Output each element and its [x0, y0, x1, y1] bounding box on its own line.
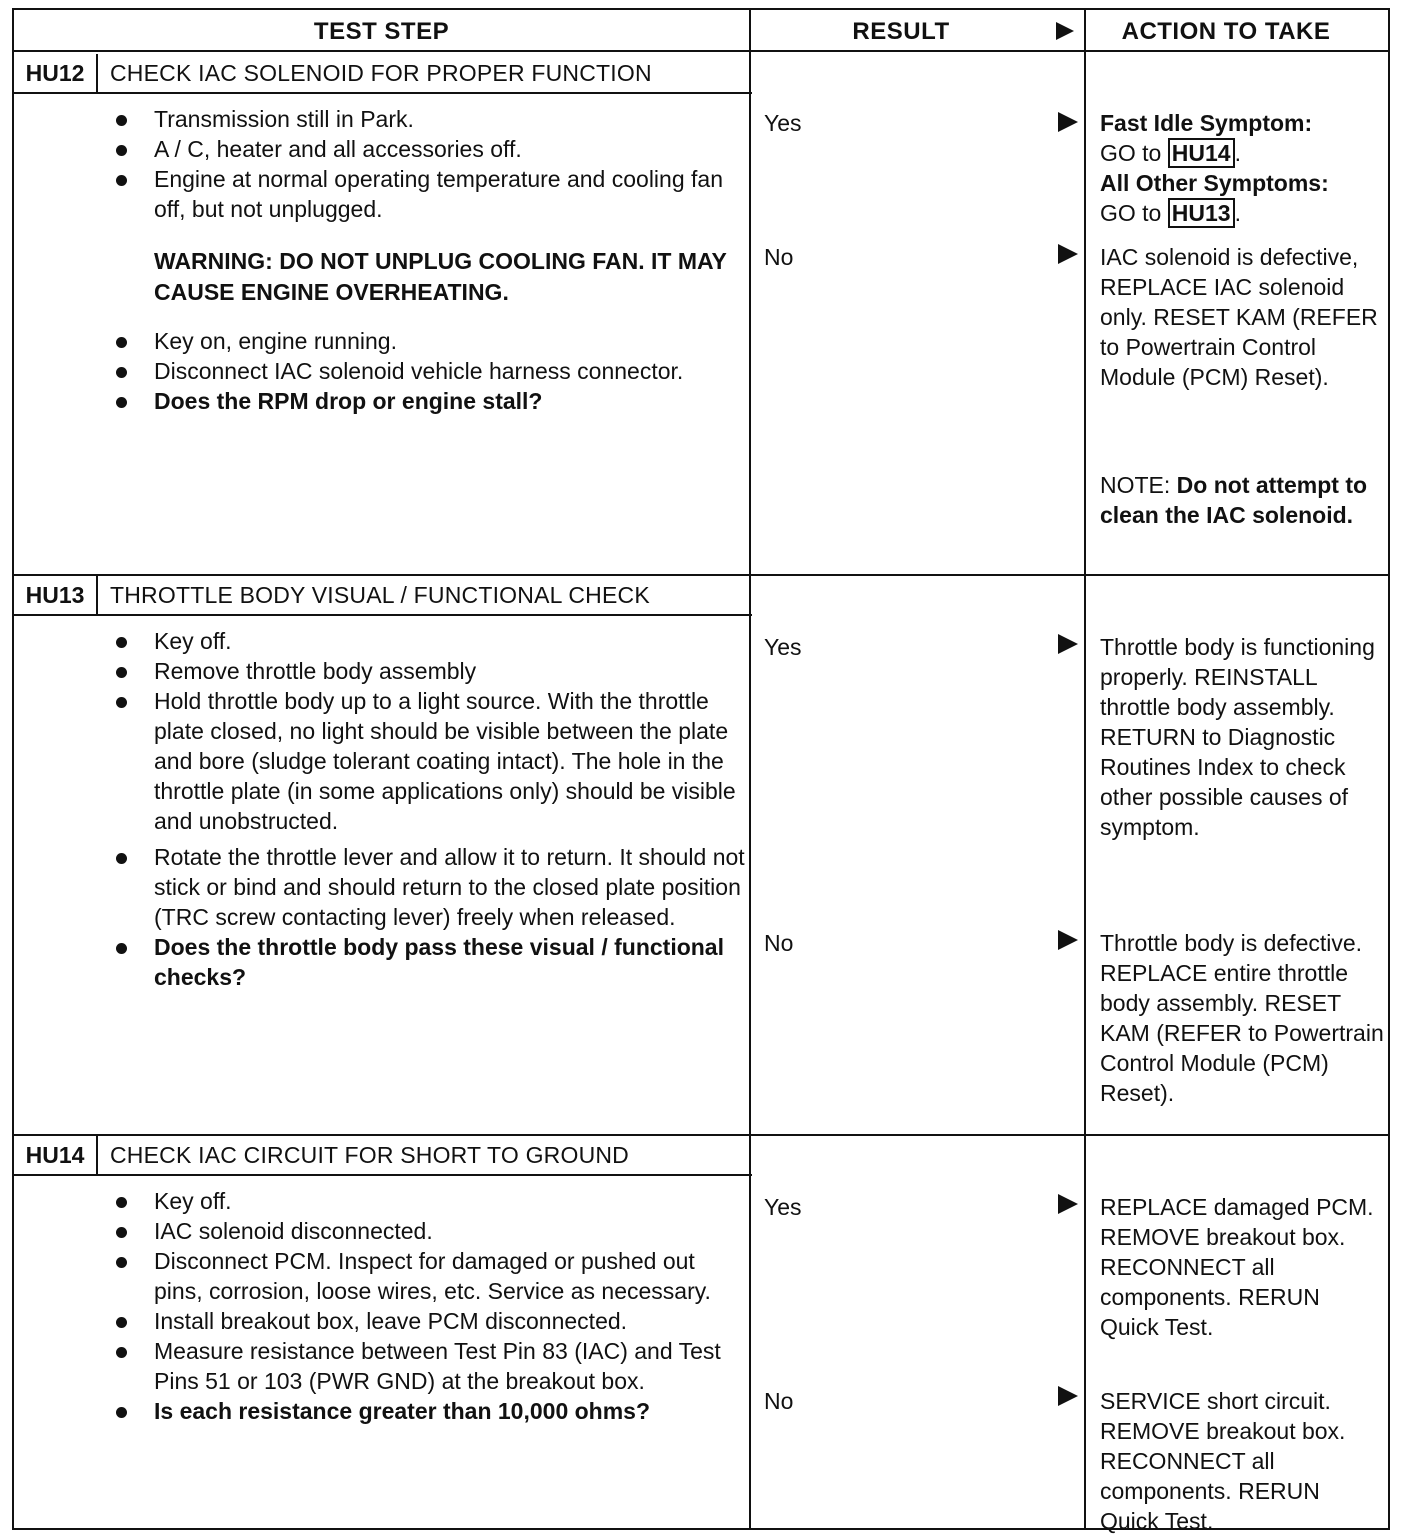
list-item: Remove throttle body assembly	[108, 656, 748, 686]
all-other-label: All Other Symptoms:	[1100, 170, 1329, 196]
arrow-icon	[1058, 244, 1078, 264]
list-item: Rotate the throttle lever and allow it to return. It should not stick or bind and should return to the closed plate position (TRC screw contacting lever) freely when released.	[108, 842, 748, 932]
go-to-line-1: GO to HU14 .	[1100, 140, 1241, 166]
step-id-hu14: HU14	[14, 1136, 98, 1174]
step-list-hu14	[108, 1186, 748, 1426]
list-item: Key on, engine running.	[108, 326, 748, 356]
section-hu12	[14, 54, 1388, 576]
result-yes: Yes	[764, 1194, 802, 1220]
go-to-text: GO to	[1100, 140, 1162, 166]
section-hu14	[14, 1136, 1388, 1534]
note-text: Do not attempt to clean the IAC solenoid.	[1100, 472, 1368, 528]
result-no: No	[764, 1388, 794, 1414]
section-hu13	[14, 576, 1388, 1134]
step-question: Does the RPM drop or engine stall?	[108, 386, 748, 416]
action-yes: REPLACE damaged PCM. REMOVE breakout box. RECONNECT all components. RERUN Quick Test.	[1100, 1194, 1374, 1340]
header-test-step: TEST STEP	[313, 18, 450, 45]
result-no: No	[764, 244, 794, 270]
action-no: IAC solenoid is defective, REPLACE IAC solenoid only. RESET KAM (REFER to Powertrain Control Module (PCM) Reset).	[1100, 244, 1378, 390]
section-title-hu12: CHECK IAC SOLENOID FOR PROPER FUNCTION	[110, 60, 652, 86]
list-item: IAC solenoid disconnected.	[108, 1216, 748, 1246]
step-question: Is each resistance greater than 10,000 ohms?	[108, 1396, 748, 1426]
step-list-hu12-b	[108, 326, 748, 416]
step-ref-link[interactable]: HU13	[1168, 198, 1235, 228]
step-ref-link[interactable]: HU14	[1168, 138, 1235, 168]
arrow-icon	[1058, 634, 1078, 654]
section-title-hu13: THROTTLE BODY VISUAL / FUNCTIONAL CHECK	[110, 582, 650, 608]
fast-idle-label: Fast Idle Symptom:	[1100, 110, 1313, 136]
go-to-line-2: GO to HU13 .	[1100, 200, 1241, 226]
step-id-hu12: HU12	[14, 54, 98, 92]
arrow-icon	[1058, 930, 1078, 950]
list-item: Engine at normal operating temperature and cooling fan off, but not unplugged.	[108, 164, 748, 224]
header-result: RESULT	[852, 18, 950, 45]
step-question: Does the throttle body pass these visual / functional checks?	[108, 932, 748, 992]
header-divider	[14, 50, 1388, 52]
step-id-hu13: HU13	[14, 576, 98, 614]
list-item: Key off.	[108, 626, 748, 656]
list-item: Measure resistance between Test Pin 83 (IAC) and Test Pins 51 or 103 (PWR GND) at the breakout box.	[108, 1336, 748, 1396]
list-item: Transmission still in Park.	[108, 104, 748, 134]
list-item: Hold throttle body up to a light source. With the throttle plate closed, no light should be visible between the plate and bore (sludge tolerant coating intact). The hole in the throttle plate (in some applications only) should be visible and unobstructed.	[108, 686, 748, 836]
arrow-icon	[1058, 1194, 1078, 1214]
header-arrow-icon	[1056, 22, 1074, 40]
action-yes	[1100, 108, 1384, 228]
arrow-icon	[1058, 112, 1078, 132]
step-list-hu12-a	[108, 104, 748, 224]
result-yes: Yes	[764, 634, 802, 660]
header-action: ACTION TO TAKE	[1121, 18, 1331, 45]
action-yes: Throttle body is functioning properly. REINSTALL throttle body assembly. RETURN to Diagnostic Routines Index to check other possible causes of symptom.	[1100, 634, 1375, 840]
section-title-hu14: CHECK IAC CIRCUIT FOR SHORT TO GROUND	[110, 1142, 629, 1168]
title-divider	[14, 92, 752, 94]
result-yes: Yes	[764, 110, 802, 136]
list-item: Install breakout box, leave PCM disconnected.	[108, 1306, 748, 1336]
list-item: Disconnect IAC solenoid vehicle harness connector.	[108, 356, 748, 386]
arrow-icon	[1058, 1386, 1078, 1406]
step-list-hu13	[108, 626, 748, 992]
title-divider	[14, 1174, 752, 1176]
action-no: SERVICE short circuit. REMOVE breakout box. RECONNECT all components. RERUN Quick Test.	[1100, 1388, 1346, 1534]
diagnostic-table	[12, 8, 1390, 1534]
result-no: No	[764, 930, 794, 956]
note-label: NOTE:	[1100, 472, 1171, 498]
go-to-text: GO to	[1100, 200, 1162, 226]
warning-text: WARNING: DO NOT UNPLUG COOLING FAN. IT MAY CAUSE ENGINE OVERHEATING.	[154, 248, 727, 305]
list-item: A / C, heater and all accessories off.	[108, 134, 748, 164]
list-item: Key off.	[108, 1186, 748, 1216]
action-no: Throttle body is defective. REPLACE entire throttle body assembly. RESET KAM (REFER to Powertrain Control Module (PCM) Reset).	[1100, 930, 1384, 1106]
title-divider	[14, 614, 752, 616]
list-item: Disconnect PCM. Inspect for damaged or pushed out pins, corrosion, loose wires, etc. Service as necessary.	[108, 1246, 748, 1306]
note	[1100, 470, 1384, 530]
